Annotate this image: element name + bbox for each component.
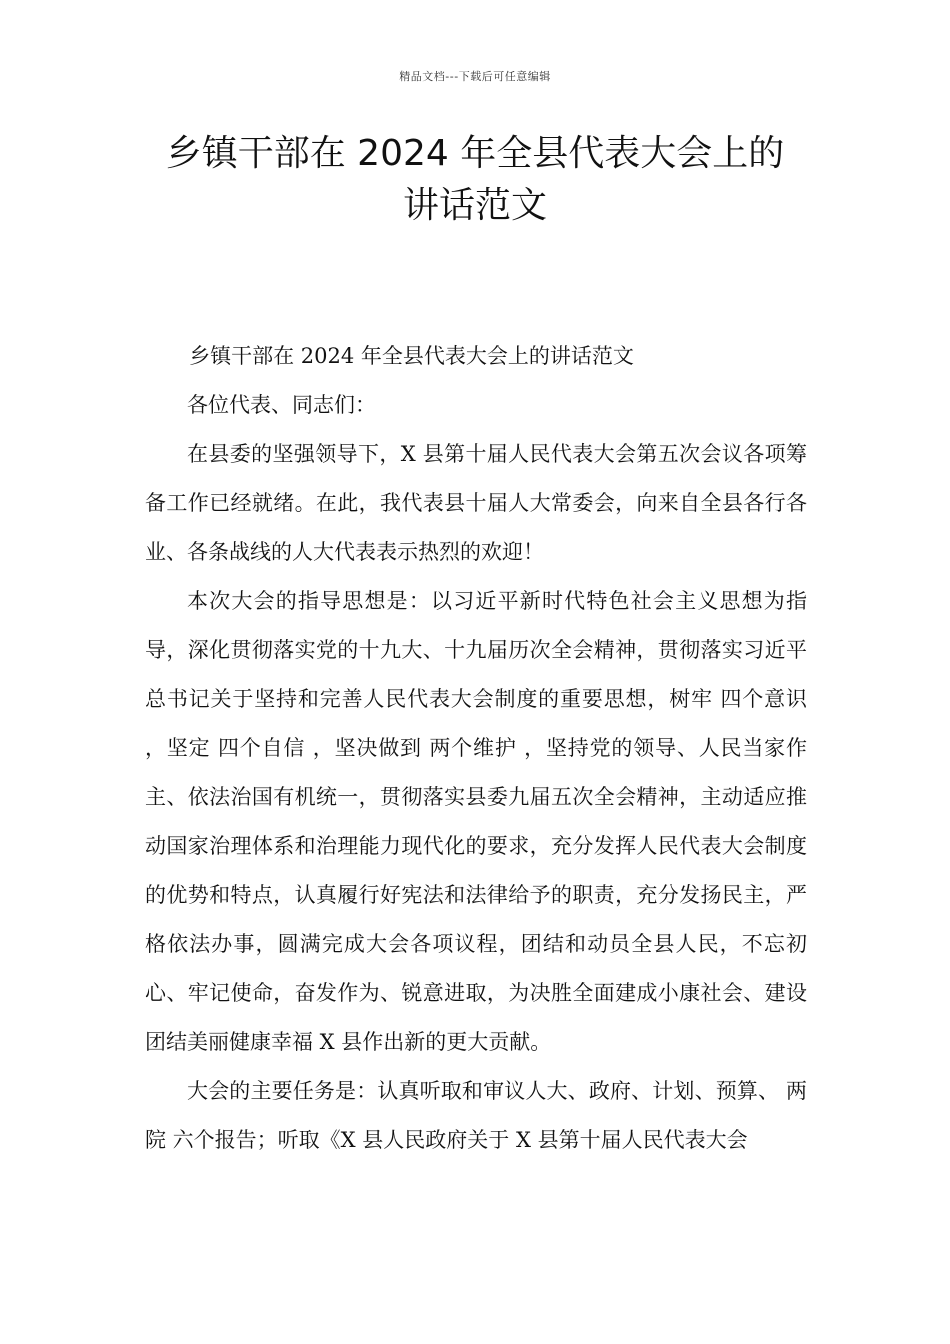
paragraph-preparation: 在县委的坚强领导下，X 县第十届人民代表大会第五次会议各项筹备工作已经就绪。在此，我代表县十届人大常委会，向来自全县各行各业、各条战线的人大代表表示热烈的欢迎！ [145,442,807,564]
document-title [100,128,850,232]
document-body [145,332,807,1165]
title-line-1: 乡镇干部在 2024 年全县代表大会上的 [165,133,785,174]
salutation: 各位代表、同志们： [187,393,376,417]
paragraph-guiding-thought: 本次大会的指导思想是：以习近平新时代特色社会主义思想为指导，深化贯彻落实党的十九大、十九届历次全会精神，贯彻落实习近平总书记关于坚持和完善人民代表大会制度的重要思想，树牢 四个意识 ，坚定 四个自信 ，坚决做到 两个维护 ，坚持党的领导、人民当家作主、依法治国有机统一，贯彻落实县委九届五次全会精神，主动适应推动国家治理体系和治理能力现代化的要求，充分发挥人民代表大会制度的优势和特点，认真履行好宪法和法律给予的职责，充分发扬民主，严格依法办事，圆满完成大会各项议程，团结和动员全县人民，不忘初心、牢记使命，奋发作为、锐意进取，为决胜全面建成小康社会、建设团结美丽健康幸福 X 县作出新的更大贡献。 [145,589,807,1054]
header-note: 精品文档---下载后可任意编辑 [399,70,551,83]
body-subtitle: 乡镇干部在 2024 年全县代表大会上的讲话范文 [189,344,634,368]
paragraph-main-tasks: 大会的主要任务是：认真听取和审议人大、政府、计划、预算、 两院 六个报告；听取《X 县人民政府关于 X 县第十届人民代表大会 [145,1079,807,1152]
title-line-2: 讲话范文 [402,185,547,226]
